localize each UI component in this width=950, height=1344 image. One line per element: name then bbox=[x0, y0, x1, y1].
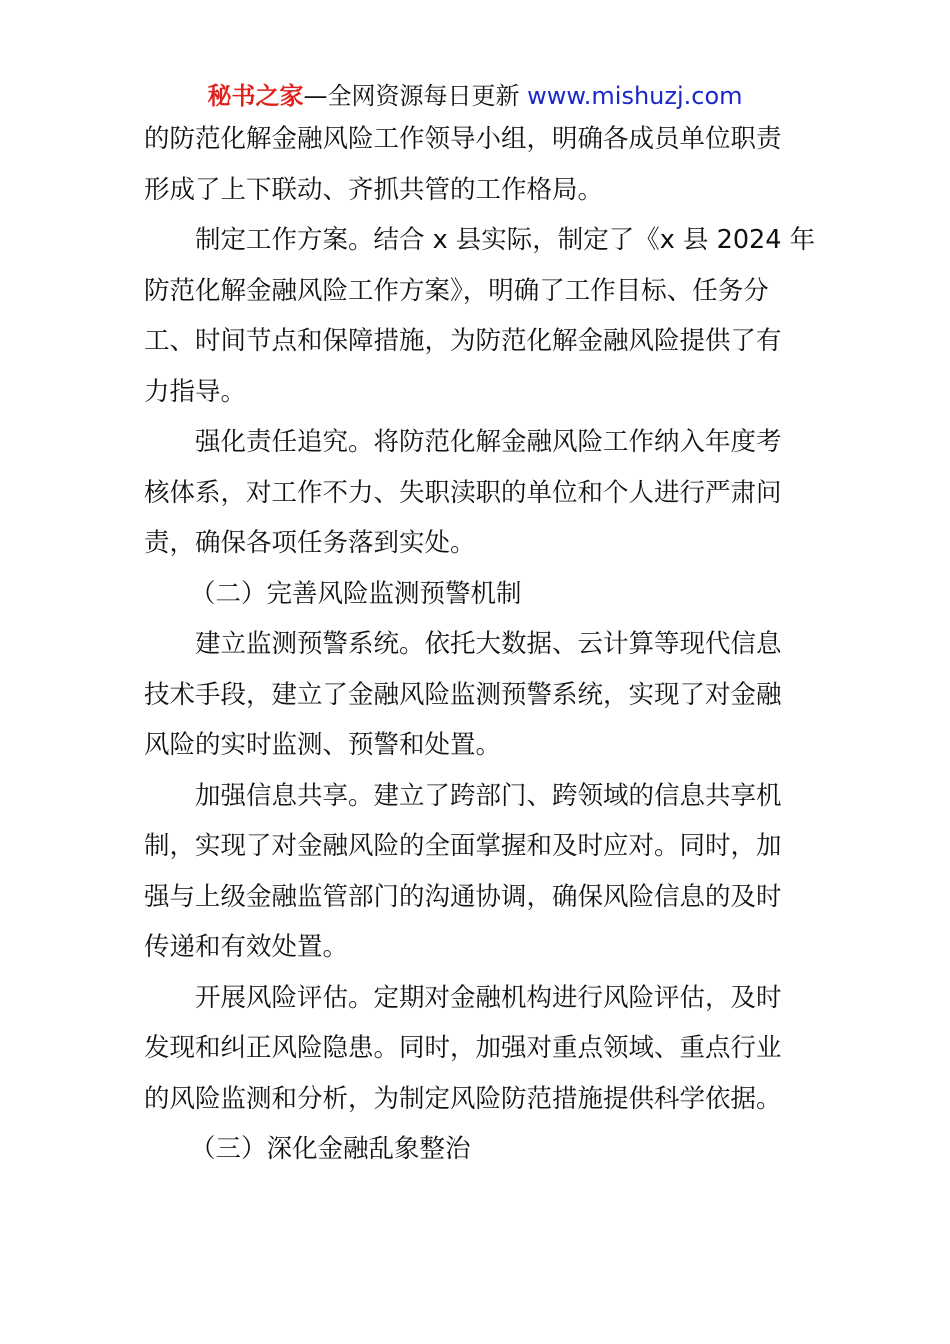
body-line: 发现和纠正风险隐患。同时，加强对重点领域、重点行业 bbox=[144, 1033, 782, 1063]
body-line: 防范化解金融风险工作方案》，明确了工作目标、任务分 bbox=[144, 275, 769, 306]
body-line: 的风险监测和分析，为制定风险防范措施提供科学依据。 bbox=[144, 1083, 782, 1114]
site-header bbox=[0, 80, 950, 112]
body-line: 技术手段，建立了金融风险监测预警系统，实现了对金融 bbox=[144, 679, 782, 710]
body-line: 风险的实时监测、预警和处置。 bbox=[144, 730, 502, 760]
document-body bbox=[144, 114, 816, 1175]
paragraph-start: 开展风险评估。定期对金融机构进行风险评估，及时 bbox=[195, 982, 782, 1013]
site-url-link[interactable]: www.mishuzj.com bbox=[527, 82, 743, 110]
site-tagline: —全网资源每日更新 bbox=[303, 82, 528, 110]
paragraph-start: 建立监测预警系统。依托大数据、云计算等现代信息 bbox=[195, 629, 782, 659]
paragraph-start: 强化责任追究。将防范化解金融风险工作纳入年度考 bbox=[195, 427, 782, 457]
body-line: 责，确保各项任务落到实处。 bbox=[144, 528, 476, 558]
body-line: 传递和有效处置。 bbox=[144, 932, 349, 962]
body-line: 制，实现了对金融风险的全面掌握和及时应对。同时，加 bbox=[144, 831, 782, 861]
body-line: 核体系，对工作不力、失职渎职的单位和个人进行严肃问 bbox=[144, 477, 782, 508]
section-heading: （二）完善风险监测预警机制 bbox=[190, 578, 522, 609]
body-line: 强与上级金融监管部门的沟通协调，确保风险信息的及时 bbox=[144, 881, 782, 912]
body-line: 工、时间节点和保障措施，为防范化解金融风险提供了有 bbox=[144, 326, 782, 356]
body-line: 力指导。 bbox=[144, 376, 247, 407]
paragraph-start: 加强信息共享。建立了跨部门、跨领域的信息共享机 bbox=[195, 780, 782, 811]
body-line: 形成了上下联动、齐抓共管的工作格局。 bbox=[144, 174, 604, 205]
section-heading: （三）深化金融乱象整治 bbox=[190, 1134, 471, 1164]
body-line: 的防范化解金融风险工作领导小组，明确各成员单位职责 bbox=[144, 124, 782, 154]
site-brand: 秘书之家 bbox=[207, 82, 304, 110]
paragraph-start: 制定工作方案。结合 x 县实际，制定了《x 县 2024 年 bbox=[195, 225, 816, 255]
